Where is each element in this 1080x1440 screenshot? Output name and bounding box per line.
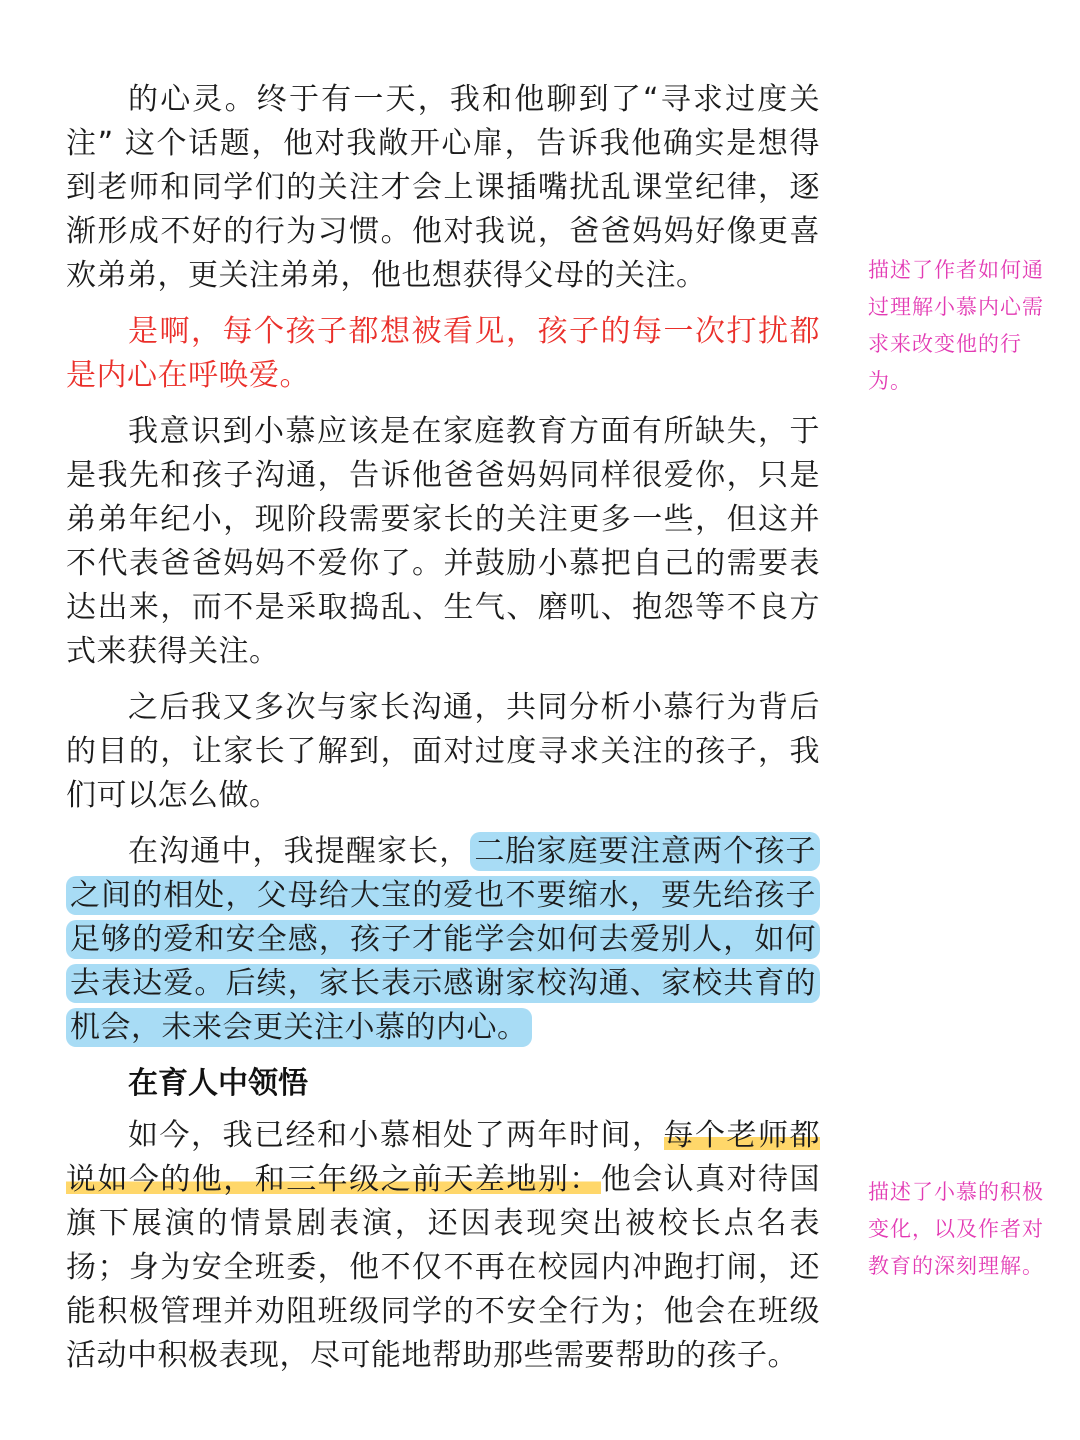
red-emphasis-paragraph: 是啊，每个孩子都想被看见，孩子的每一次打扰都是内心在呼唤爱。 <box>66 314 820 393</box>
paragraph-5-lead: 在沟通中，我提醒家长， <box>128 834 471 869</box>
paragraph-6-rest: 他会认真对待国旗下展演的情景剧表演，还因表现突出被校长点名表扬；身为安全班委，他不仅不再在校园内冲跑打闹，还能积极管理并劝阻班级同学的不安全行为；他会在班级活动中积极表现，尽可能地帮助那些需要帮助的孩子。 <box>66 1162 821 1373</box>
paragraph-6 <box>66 1114 820 1378</box>
paragraph-4: 之后我又多次与家长沟通，共同分析小慕行为背后的目的，让家长了解到，面对过度寻求关注的孩子，我们可以怎么做。 <box>66 690 820 813</box>
paragraph-1: 的心灵。终于有一天，我和他聊到了“寻求过度关注” 这个话题，他对我敞开心扉，告诉我他确实是想得到老师和同学们的关注才会上课插嘴扰乱课堂纪律，逐渐形成不好的行为习惯。他对我说，爸爸妈妈好像更喜欢弟弟，更关注弟弟，他也想获得父母的关注。 <box>66 82 820 293</box>
blue-highlighted-text: 二胎家庭要注意两个孩子之间的相处，父母给大宝的爱也不要缩水，要先给孩子足够的爱和安全感，孩子才能学会如何去爱别人，如何去表达爱。后续，家长表示感谢家校沟通、家校共育的机会，未来会更关注小慕的内心。 <box>66 832 820 1047</box>
paragraph-5 <box>66 830 820 1050</box>
paragraph-3: 我意识到小慕应该是在家庭教育方面有所缺失，于是我先和孩子沟通，告诉他爸爸妈妈同样很爱你，只是弟弟年纪小，现阶段需要家长的关注更多一些，但这并不代表爸爸妈妈不爱你了。并鼓励小慕把自己的需要表达出来，而不是采取捣乱、生气、磨叽、抱怨等不良方式来获得关注。 <box>66 414 820 669</box>
section-heading: 在育人中领悟 <box>128 1066 308 1101</box>
yellow-highlighted-text: 每个老师都说如今的他，和三年级之前天差地别： <box>66 1118 820 1197</box>
margin-note-1: 描述了作者如何通过理解小慕内心需求来改变他的行为。 <box>868 258 1044 393</box>
article-body <box>66 78 820 1390</box>
margin-note-2: 描述了小慕的积极变化，以及作者对教育的深刻理解。 <box>868 1180 1044 1278</box>
paragraph-6-lead: 如今，我已经和小慕相处了两年时间， <box>128 1118 664 1153</box>
